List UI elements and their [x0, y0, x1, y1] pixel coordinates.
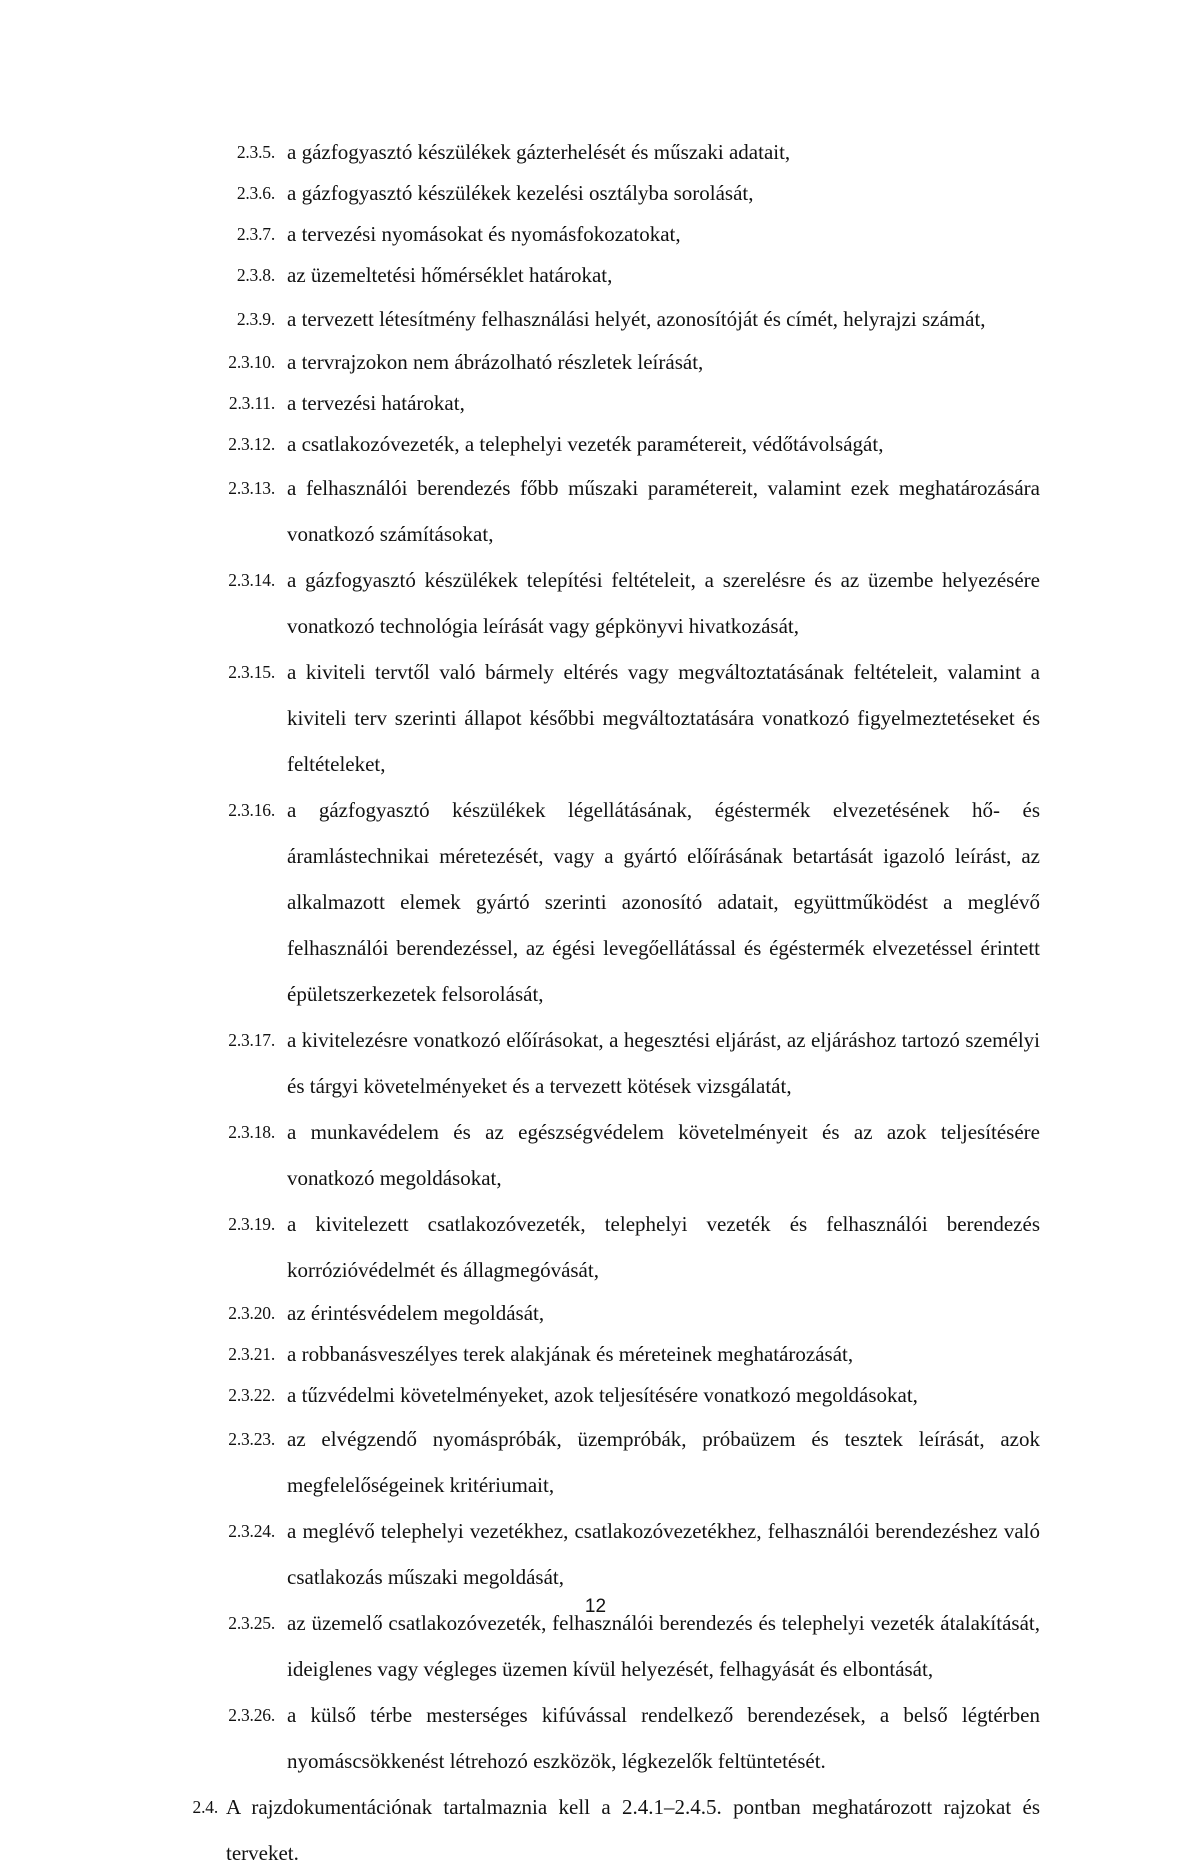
list-item [0, 1784, 1040, 1876]
list-item-text: a felhasználói berendezés főbb műszaki paramétereit, valamint ezek meghatározására vonatkozó számításokat, [287, 476, 1040, 546]
list-item-text: a meglévő telephelyi vezetékhez, csatlakozóvezetékhez, felhasználói berendezéshez való csatlakozás műszaki megoldását, [287, 1519, 1040, 1589]
list-item-number: 2.3.9. [236, 309, 275, 329]
list-item [0, 424, 1040, 465]
list-item-text: a tervezett létesítmény felhasználási helyét, azonosítóját és címét, helyrajzi számát, [287, 307, 986, 331]
list-item-number: 2.3.12. [228, 434, 275, 454]
list-item-number: 2.3.18. [228, 1122, 275, 1142]
list-item [0, 173, 1040, 214]
page-number: 12 [584, 1596, 607, 1617]
list-item [0, 214, 1040, 255]
list-item [0, 132, 1040, 173]
list-item-text: a kiviteli tervtől való bármely eltérés vagy megváltoztatásának feltételeit, valamint a kiviteli terv szerinti állapot későbbi megváltoztatására vonatkozó figyelmeztetéseket és feltételeket, [287, 660, 1040, 776]
list-item [0, 1692, 1040, 1784]
list-item-text: a csatlakozóvezeték, a telephelyi vezeték paramétereit, védőtávolságát, [287, 432, 884, 456]
list-item-number: 2.3.25. [228, 1613, 275, 1633]
list-item-text: a külső térbe mesterséges kifúvással rendelkező berendezések, a belső légtérben nyomáscsökkenést létrehozó eszközök, légkezelők feltüntetését. [287, 1703, 1040, 1773]
list-item-number: 2.3.22. [228, 1385, 275, 1405]
list-item [0, 1293, 1040, 1334]
list-item-number: 2.3.26. [228, 1705, 275, 1725]
list-item-text: a kivitelezett csatlakozóvezeték, telephelyi vezeték és felhasználói berendezés korrózióvédelmét és állagmegóvását, [287, 1212, 1040, 1282]
list-item [0, 1109, 1040, 1201]
list-item-number: 2.3.6. [236, 183, 275, 203]
list-item-text: a tervrajzokon nem ábrázolható részletek leírását, [287, 350, 704, 374]
list-item-text: A rajzdokumentációnak tartalmaznia kell a 2.4.1–2.4.5. pontban meghatározott rajzokat és terveket. [226, 1795, 1040, 1865]
list-item [0, 1201, 1040, 1293]
list-item-number: 2.3.11. [228, 393, 275, 413]
list-item [0, 342, 1040, 383]
list-item [0, 1375, 1040, 1416]
list-item-number: 2.3.8. [236, 265, 275, 285]
list-item-number: 2.3.17. [228, 1030, 275, 1050]
list-item-number: 2.3.13. [228, 478, 275, 498]
list-item [0, 649, 1040, 787]
list-item-number: 2.3.14. [228, 570, 275, 590]
list-item-text: a gázfogyasztó készülékek légellátásának, égéstermék elvezetésének hő- és áramlástechnikai méretezését, vagy a gyártó előírásának betartását igazoló leírást, az alkalmazott elemek gyártó szerinti azonosító adatait, együttműködést a meglévő felhasználói berendezéssel, az égési levegőellátással és égéstermék elvezetéssel érintett épületszerkezetek felsorolását, [287, 798, 1040, 1006]
list-item-text: a kivitelezésre vonatkozó előírásokat, a hegesztési eljárást, az eljáráshoz tartozó személyi és tárgyi követelményeket és a tervezett kötések vizsgálatát, [287, 1028, 1040, 1098]
list-item-number: 2.4. [192, 1797, 218, 1817]
list-item-text: az elvégzendő nyomáspróbák, üzempróbák, próbaüzem és tesztek leírását, azok megfelelőségeinek kritériumait, [287, 1427, 1040, 1497]
list-item-number: 2.3.7. [236, 224, 275, 244]
list-item [0, 296, 1040, 342]
list-item [0, 1017, 1040, 1109]
list-item [0, 255, 1040, 296]
list-item-text: a gázfogyasztó készülékek gázterhelését és műszaki adatait, [287, 140, 791, 164]
list-item-number: 2.3.15. [228, 662, 275, 682]
list-item-number: 2.3.21. [228, 1344, 275, 1364]
list-item-number: 2.3.5. [236, 142, 275, 162]
list-item [0, 1416, 1040, 1508]
list-item [0, 465, 1040, 557]
list-item-text: az üzemelő csatlakozóvezeték, felhasználói berendezés és telephelyi vezeték átalakítását, ideiglenes vagy végleges üzemen kívül helyezését, felhagyását és elbontását, [287, 1611, 1040, 1681]
list-item-text: a munkavédelem és az egészségvédelem követelményeit és az azok teljesítésére vonatkozó megoldásokat, [287, 1120, 1040, 1190]
list-item-number: 2.3.10. [228, 352, 275, 372]
list-item-text: az üzemeltetési hőmérséklet határokat, [287, 263, 613, 287]
list-item-number: 2.3.19. [228, 1214, 275, 1234]
list-item-number: 2.3.16. [228, 800, 275, 820]
list-item [0, 383, 1040, 424]
list-item-number: 2.3.20. [228, 1303, 275, 1323]
list-item-text: a gázfogyasztó készülékek kezelési osztályba sorolását, [287, 181, 754, 205]
list-item [0, 1508, 1040, 1600]
list-item [0, 787, 1040, 1017]
list-item-text: a tervezési határokat, [287, 391, 465, 415]
list-item [0, 557, 1040, 649]
list-item-text: a tűzvédelmi követelményeket, azok teljesítésére vonatkozó megoldásokat, [287, 1383, 918, 1407]
list-item [0, 1334, 1040, 1375]
list-item-text: a tervezési nyomásokat és nyomásfokozatokat, [287, 222, 681, 246]
list-item-number: 2.3.23. [228, 1429, 275, 1449]
list-item-text: a robbanásveszélyes terek alakjának és méreteinek meghatározását, [287, 1342, 854, 1366]
list-item-text: az érintésvédelem megoldását, [287, 1301, 545, 1325]
list-item-number: 2.3.24. [228, 1521, 275, 1541]
list-item-text: a gázfogyasztó készülékek telepítési feltételeit, a szerelésre és az üzembe helyezésére vonatkozó technológia leírását vagy gépkönyvi hivatkozását, [287, 568, 1040, 638]
